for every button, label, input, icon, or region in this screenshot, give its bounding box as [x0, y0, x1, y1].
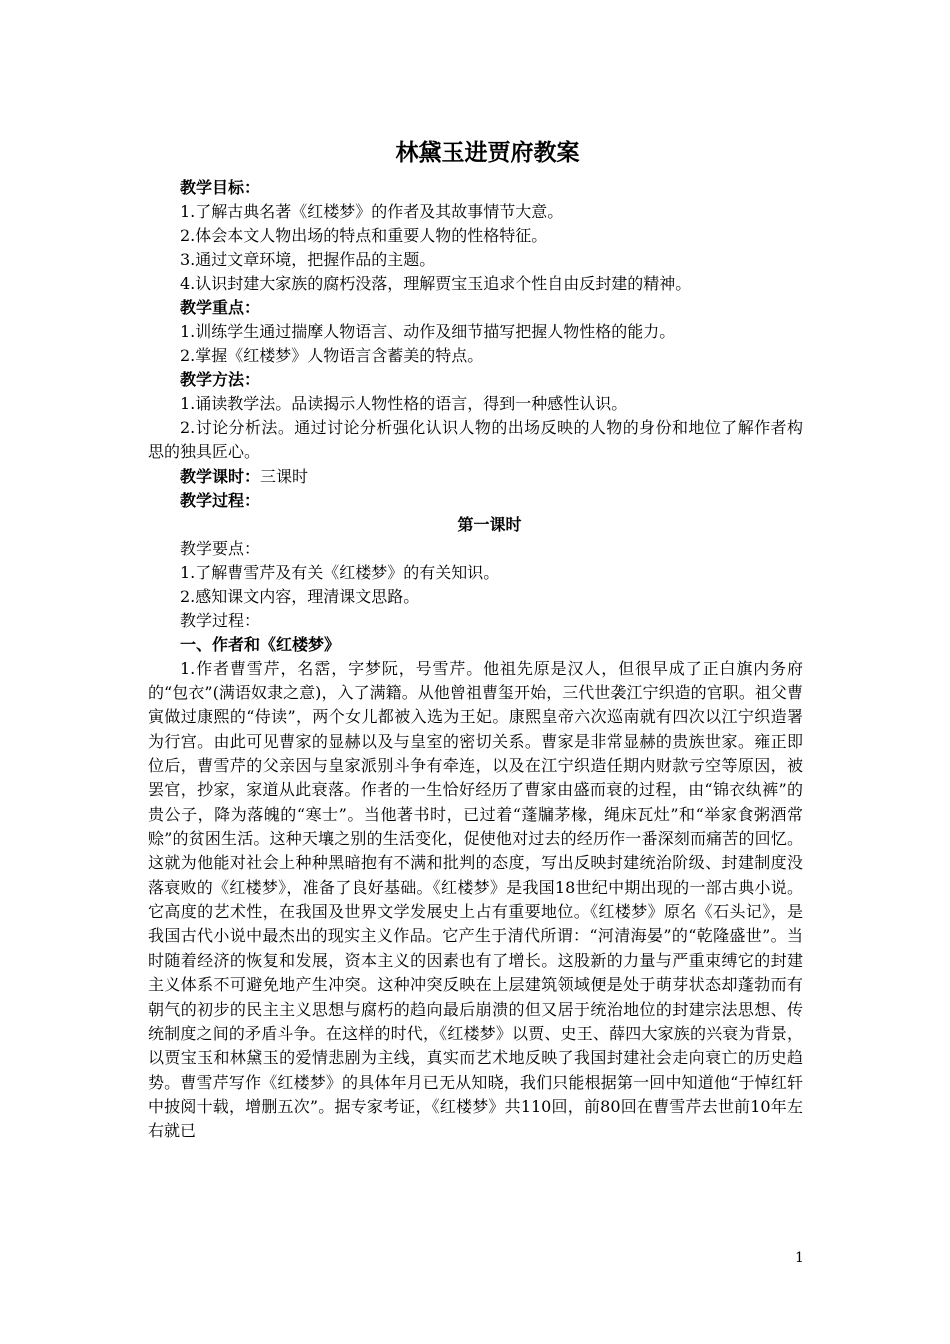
key-points-heading: 教学重点：	[180, 298, 261, 317]
key-point-item: 2.掌握《红楼梦》人物语言含蓄美的特点。	[180, 346, 484, 365]
objective-item: 4.认识封建大家族的腐朽没落，理解贾宝玉追求个性自由反封建的精神。	[180, 274, 692, 293]
method-item: 2.讨论分析法。通过讨论分析强化认识人物的出场反映的人物的身份和地位了解作者构思的独具匠心。	[148, 418, 803, 462]
objective-item: 3.通过文章环境，把握作品的主题。	[180, 250, 436, 269]
page-number: 1	[795, 1250, 804, 1266]
class-hours-label: 教学课时：	[180, 466, 261, 486]
author-paragraph: 1.作者曹雪芹，名霑，字梦阮，号雪芹。他祖先原是汉人，但很早成了正白旗内务府的“包衣”(满语奴隶之意)，入了满籍。从他曾祖曹玺开始，三代世袭江宁织造的官职。祖父曹寅做过康熙的“侍读”，两个女儿都被入选为王妃。康熙皇帝六次巡南就有四次以江宁织造署为行宫。由此可见曹家的显赫以及与皇室的密切关系。曹家是非常显赫的贵族世家。雍正即位后，曹雪芹的父亲因与皇家派别斗争有牵连，以及在江宁织造任期内财款亏空等原因，被罢官，抄家，家道从此衰落。作者的一生恰好经历了曹家由盛而衰的过程，由“锦衣纨裤”的贵公子，降为落魄的“寒士”。当他著书时，已过着“蓬牖茅椽，绳床瓦灶”和“举家食粥酒常赊”的贫困生活。这种天壤之别的生活变化，促使他对过去的经历作一番深刻而痛苦的回忆。这就为他能对社会上种种黑暗抱有不满和批判的态度，写出反映封建统治阶级、封建制度没落衰败的《红楼梦》，准备了良好基础。《红楼梦》是我国18世纪中期出现的一部古典小说。它高度的艺术性，在我国及世界文学发展史上占有重要地位。《红楼梦》原名《石头记》，是我国古代小说中最杰出的现实主义作品。它产生于清代所谓：“河清海晏”的“乾隆盛世”。当时随着经济的恢复和发展，资本主义的因素也有了增长。这股新的力量与严重束缚它的封建主义体系不可避免地产生冲突。这种冲突反映在上层建筑领域便是处于萌芽状态却蓬勃而有朝气的初步的民主主义思想与腐朽的趋向最后崩溃的但又居于统治地位的封建宗法思想、传统制度之间的矛盾斗争。在这样的时代，《红楼梦》以贾、史王、薛四大家族的兴衰为背景，以贾宝玉和林黛玉的爱情悲剧为主线，真实而艺术地反映了我国封建社会走向衰亡的历史趋势。曹雪芹写作《红楼梦》的具体年月已无从知晓，我们只能根据第一回中知道他“于悼红轩中披阅十载，增删五次”。据专家考证，《红楼梦》共110回，前80回在曹雪芹去世前10年左右就已	[148, 658, 803, 1141]
document-title: 林黛玉进贾府教案	[395, 140, 580, 166]
class-hours-value: 三课时	[260, 466, 309, 486]
lesson-process-label: 教学过程：	[180, 610, 261, 630]
lesson-point-item: 2.感知课文内容，理清课文思路。	[180, 586, 420, 606]
document-page	[148, 126, 803, 1144]
objectives-heading: 教学目标：	[180, 178, 261, 197]
objective-item: 2.体会本文人物出场的特点和重要人物的性格特征。	[180, 226, 548, 245]
lesson-point-item: 1.了解曹雪芹及有关《红楼梦》的有关知识。	[180, 562, 500, 582]
process-heading: 教学过程：	[180, 490, 261, 510]
lesson-title: 第一课时	[457, 514, 522, 534]
method-item: 1.诵读教学法。品读揭示人物性格的语言，得到一种感性认识。	[180, 394, 628, 413]
objective-item: 1.了解古典名著《红楼梦》的作者及其故事情节大意。	[180, 202, 564, 221]
lesson-points-label: 教学要点：	[180, 538, 261, 558]
methods-heading: 教学方法：	[180, 370, 261, 389]
section-heading: 一、作者和《红楼梦》	[180, 634, 341, 654]
class-hours	[148, 465, 803, 489]
key-point-item: 1.训练学生通过揣摩人物语言、动作及细节描写把握人物性格的能力。	[180, 322, 676, 341]
